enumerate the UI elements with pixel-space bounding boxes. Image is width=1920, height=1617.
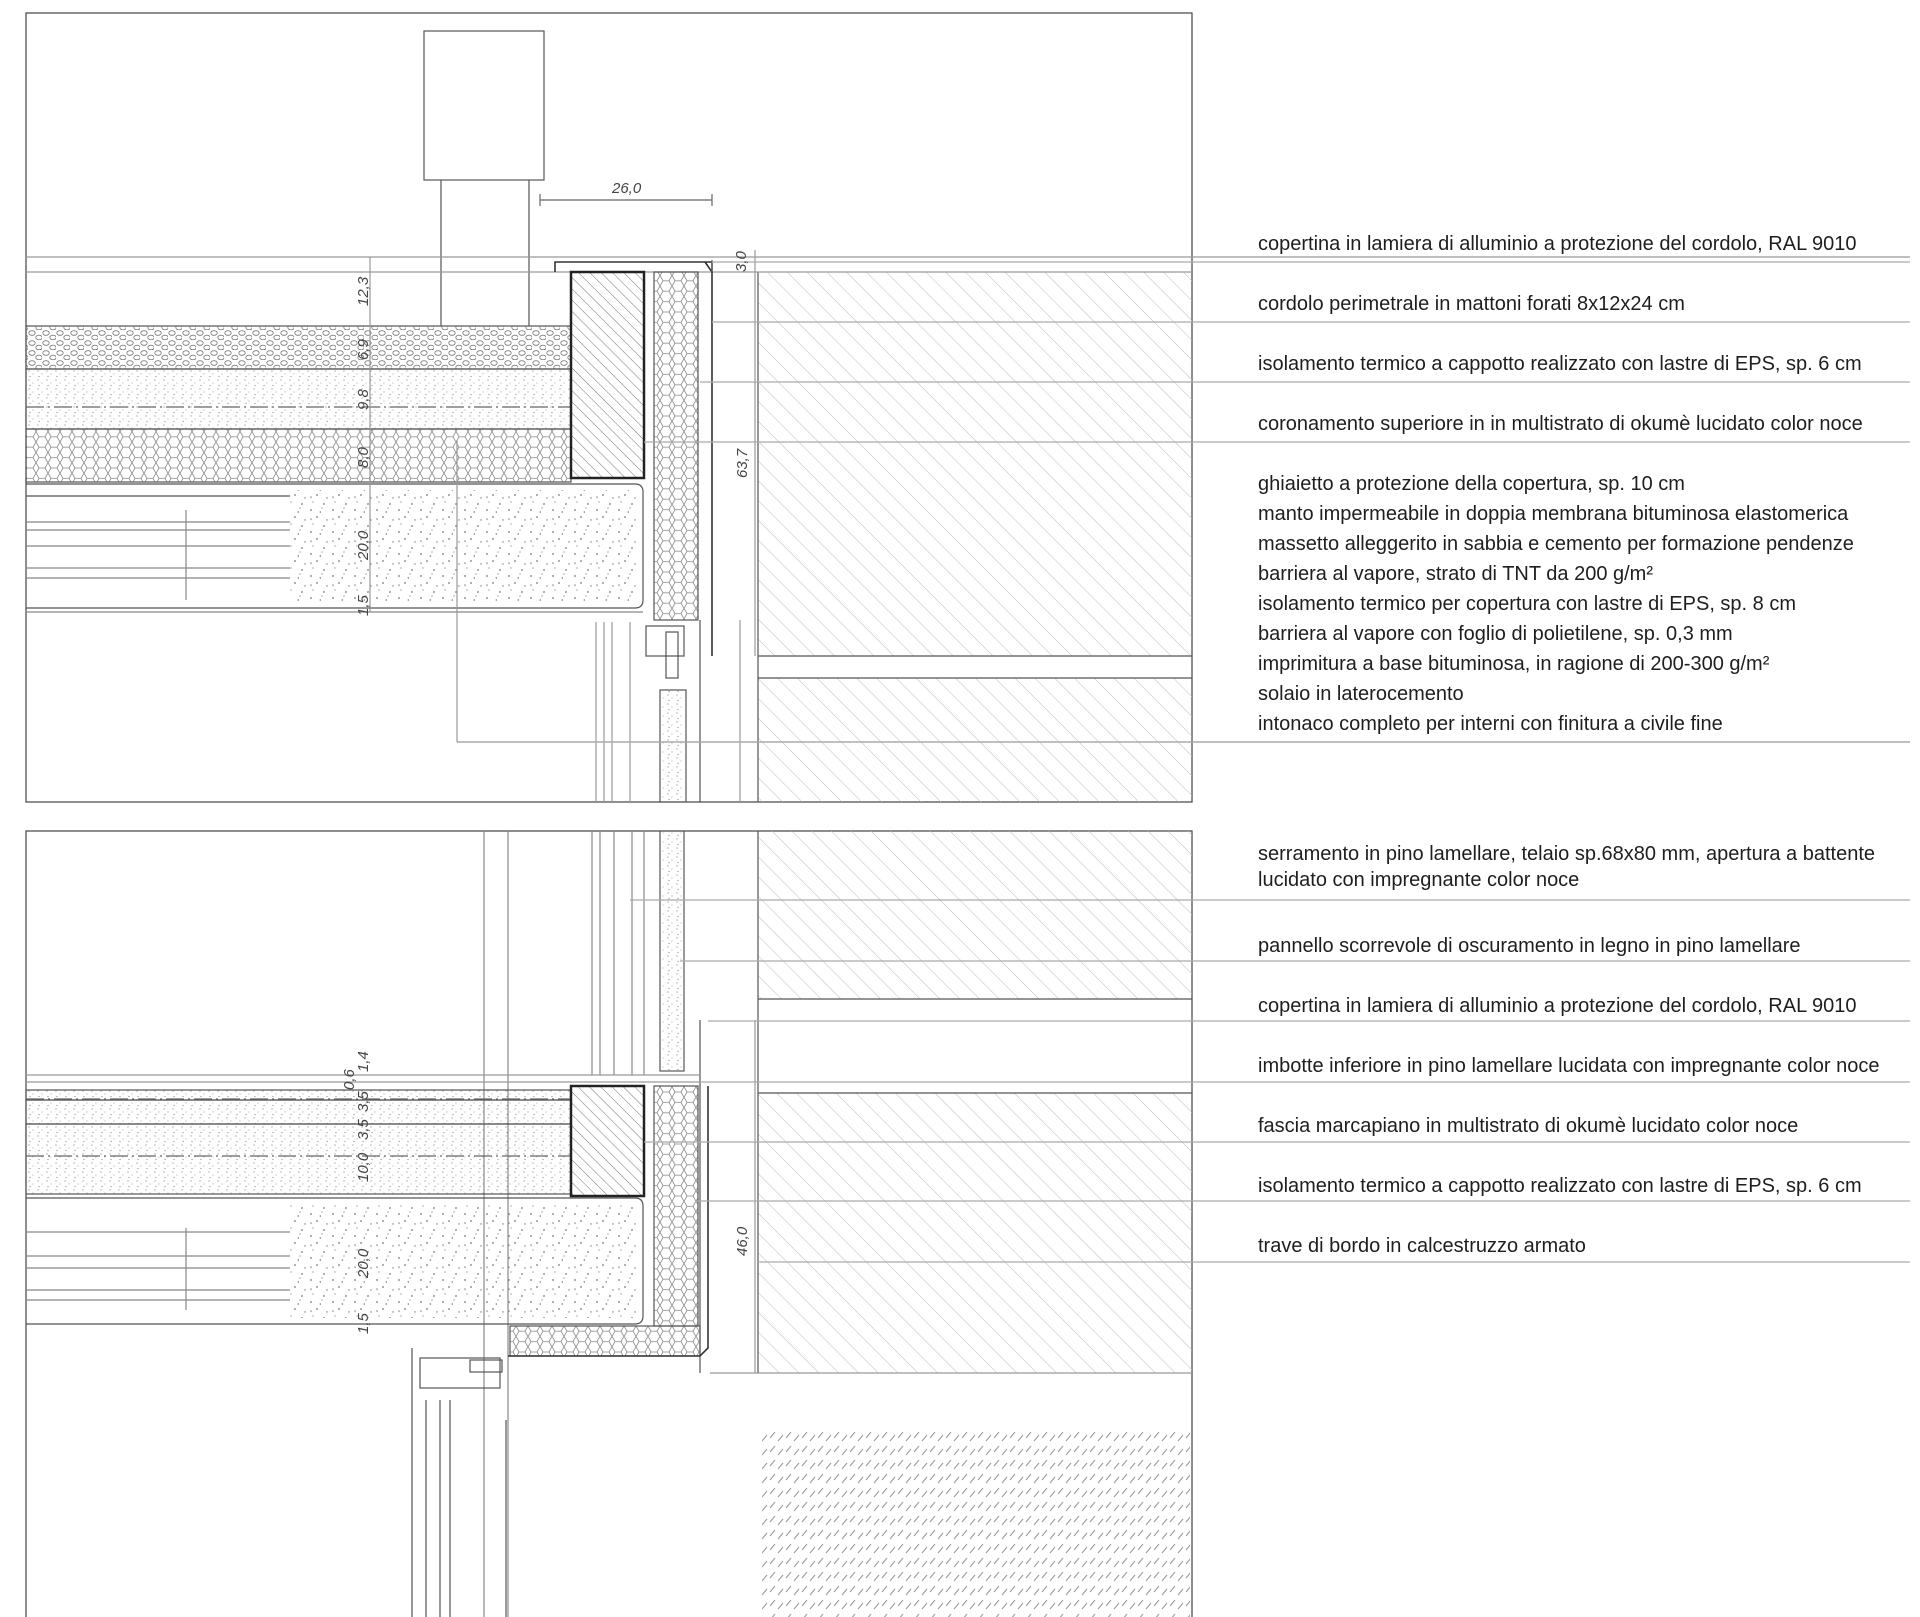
dim-1-5-lower: 1,5 (355, 1313, 372, 1334)
dim-20: 20,0 (355, 530, 372, 560)
dim-63-7: 63,7 (734, 448, 751, 478)
label-pannello-scorrevole: pannello scorrevole di oscuramento in legno in pino lamellare (1258, 935, 1801, 957)
upper-detail (26, 13, 1910, 802)
label-intonaco: intonaco completo per interni con finitura a civile fine (1258, 713, 1723, 735)
label-barriera-tnt: barriera al vapore, strato di TNT da 200 g/m² (1258, 563, 1653, 585)
label-ghiaietto: ghiaietto a protezione della copertura, sp. 10 cm (1258, 473, 1685, 495)
dim-46: 46,0 (734, 1226, 751, 1256)
label-imprimitura: imprimitura a base bituminosa, in ragione di 200-300 g/m² (1258, 653, 1770, 675)
label-massetto: massetto alleggerito in sabbia e cemento per formazione pendenze (1258, 533, 1854, 555)
label-imbotte: imbotte inferiore in pino lamellare lucidata con impregnante color noce (1258, 1055, 1880, 1077)
label-manto: manto impermeabile in doppia membrana bituminosa elastomerica (1258, 503, 1849, 525)
label-trave-bordo: trave di bordo in calcestruzzo armato (1258, 1235, 1586, 1257)
label-barriera-polietilene: barriera al vapore con foglio di polietilene, sp. 0,3 mm (1258, 623, 1733, 645)
label-coronamento: coronamento superiore in in multistrato di okumè lucidato color noce (1258, 413, 1863, 435)
label-copertina-bottom: copertina in lamiera di alluminio a protezione del cordolo, RAL 9010 (1258, 995, 1857, 1017)
label-serramento-2: lucidato con impregnante color noce (1258, 869, 1580, 891)
label-serramento: serramento in pino lamellare, telaio sp.68x80 mm, apertura a battente (1258, 843, 1876, 865)
dim-10: 10,0 (355, 1152, 372, 1182)
dim-6-9: 6,9 (355, 339, 372, 360)
label-solaio: solaio in laterocemento (1258, 683, 1464, 705)
label-isolamento-copertura: isolamento termico per copertura con lastre di EPS, sp. 8 cm (1258, 593, 1797, 615)
dim-8: 8,0 (355, 447, 372, 468)
dim-0-6: 0,6 (341, 1069, 358, 1090)
label-isolamento-cappotto-bottom: isolamento termico a cappotto realizzato con lastre di EPS, sp. 6 cm (1258, 1175, 1862, 1197)
dim-1-4: 1,4 (355, 1051, 372, 1072)
dim-26: 26,0 (612, 180, 642, 197)
label-copertina-top: copertina in lamiera di alluminio a protezione del cordolo, RAL 9010 (1258, 233, 1857, 255)
label-fascia-marcapiano: fascia marcapiano in multistrato di okumè lucidato color noce (1258, 1115, 1799, 1137)
dim-20-lower: 20,0 (355, 1248, 372, 1278)
dim-9-8: 9,8 (355, 389, 372, 410)
label-cordolo: cordolo perimetrale in mattoni forati 8x12x24 cm (1258, 293, 1685, 315)
dim-3-5b: 3,5 (355, 1119, 372, 1140)
label-isolamento-cappotto-top: isolamento termico a cappotto realizzato con lastre di EPS, sp. 6 cm (1258, 353, 1862, 375)
dim-3-5: 3,5 (355, 1091, 372, 1112)
dim-12-3: 12,3 (355, 276, 372, 306)
dim-1-5: 1,5 (355, 595, 372, 616)
dim-3: 3,0 (733, 251, 750, 272)
